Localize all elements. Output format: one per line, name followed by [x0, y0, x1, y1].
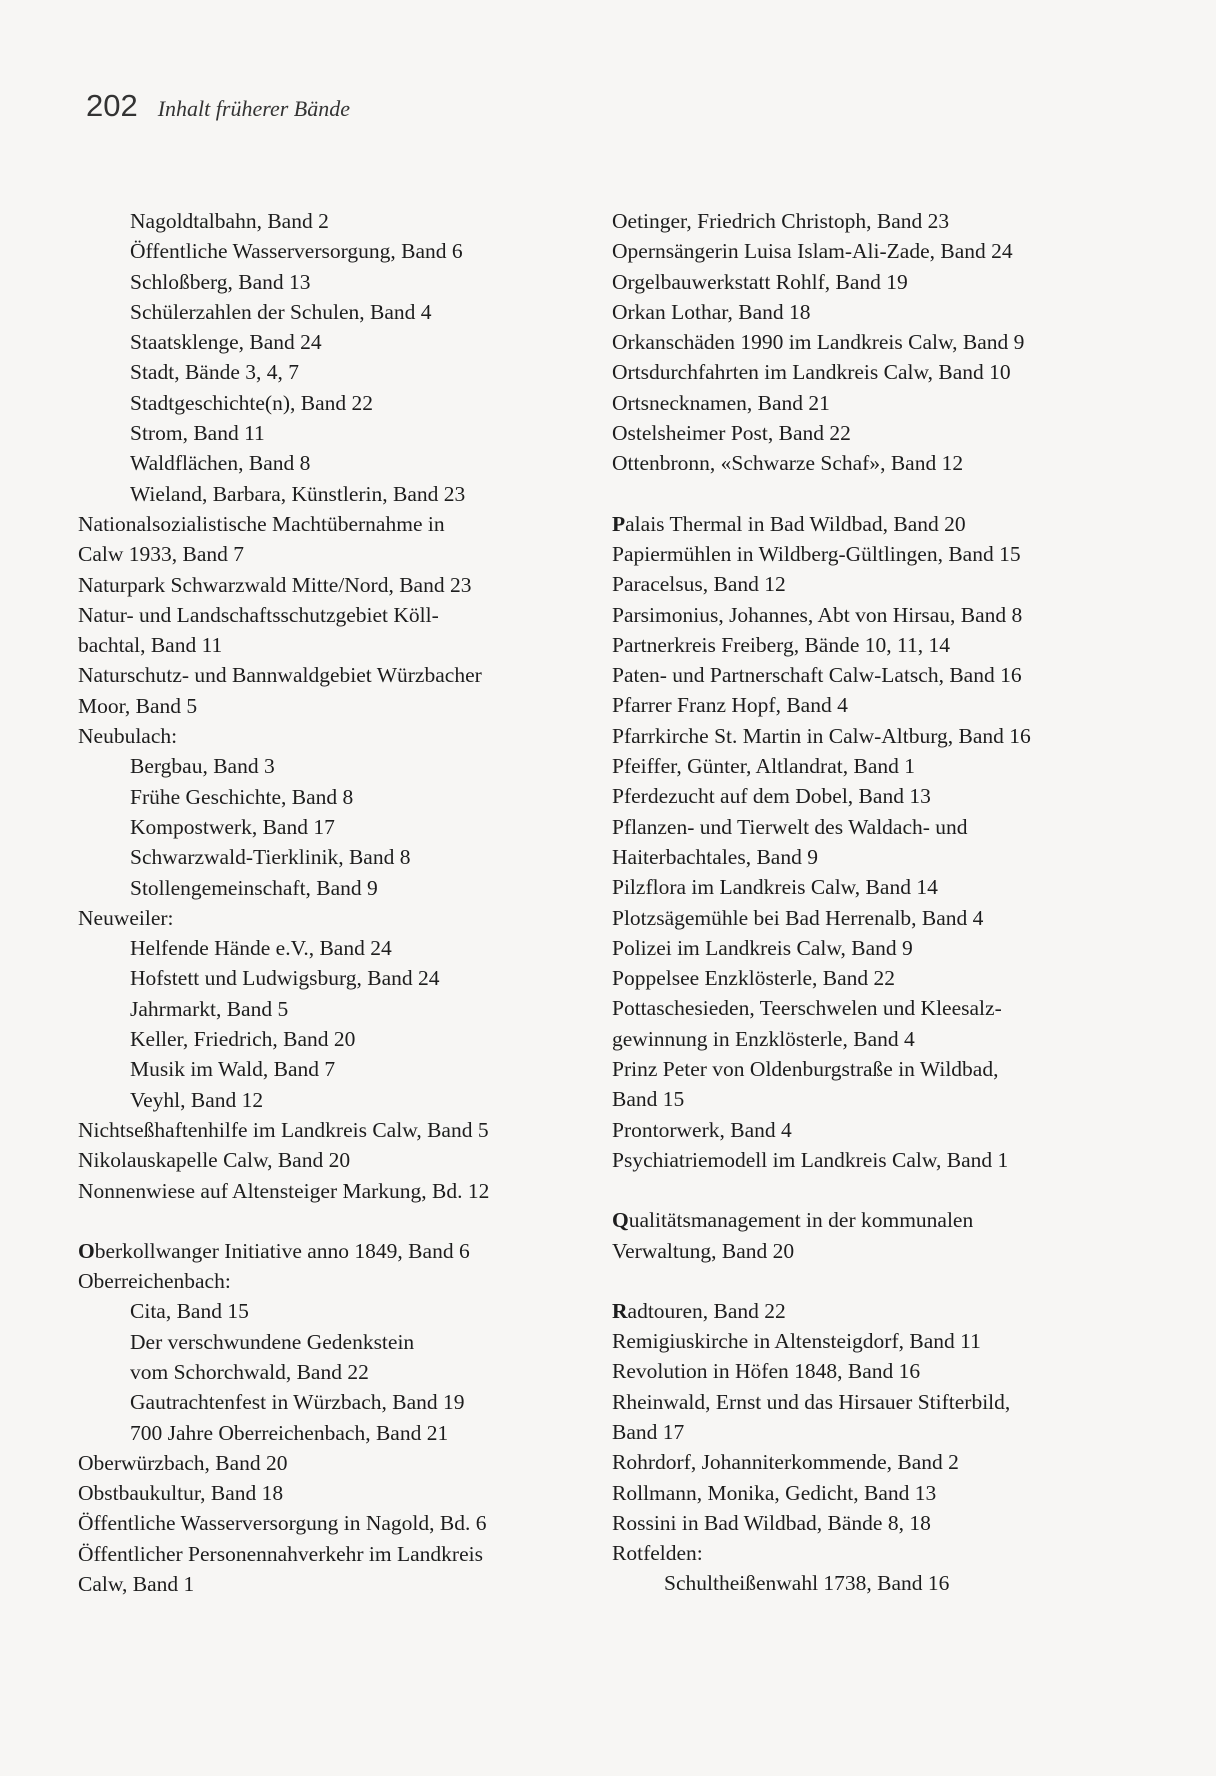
index-subentry: Bergbau, Band 3: [130, 754, 275, 779]
index-subentry: Der verschwundene Gedenkstein: [130, 1329, 415, 1354]
index-entry: Moor, Band 5: [78, 693, 198, 718]
index-entry: Rohrdorf, Johanniterkommende, Band 2: [612, 1450, 959, 1475]
index-entry: Pfeiffer, Günter, Altlandrat, Band 1: [612, 754, 915, 779]
index-subentry: Nagoldtalbahn, Band 2: [130, 209, 329, 233]
index-subentry: Wieland, Barbara, Künstlerin, Band 23: [130, 481, 466, 506]
index-entry: Naturschutz- und Bannwaldgebiet Würzbacher: [78, 663, 482, 688]
index-entry: Paracelsus, Band 12: [612, 572, 786, 597]
index-subentry: 700 Jahre Oberreichenbach, Band 21: [130, 1420, 449, 1445]
index-entry: Oberwürzbach, Band 20: [78, 1450, 288, 1475]
page-number: 202: [86, 88, 138, 123]
index-entry: Rollmann, Monika, Gedicht, Band 13: [612, 1480, 937, 1505]
section-gap: [78, 1206, 578, 1236]
index-entry: gewinnung in Enzklösterle, Band 4: [612, 1026, 915, 1051]
index-entry: Rheinwald, Ernst und das Hirsauer Stifterbild,: [612, 1389, 1011, 1414]
index-entry: Pilzflora im Landkreis Calw, Band 14: [612, 875, 938, 900]
index-subentry: Frühe Geschichte, Band 8: [130, 784, 354, 809]
section-gap: [612, 479, 1132, 509]
index-subentry: Hofstett und Ludwigsburg, Band 24: [130, 966, 440, 991]
index-entry: [78, 1236, 578, 1266]
index-entry: [612, 1205, 1132, 1235]
index-entry: Pfarrer Franz Hopf, Band 4: [612, 693, 848, 718]
section-gap: [612, 1175, 1132, 1205]
index-entry: Papiermühlen in Wildberg-Gültlingen, Band 15: [612, 541, 1021, 566]
index-entry: Ostelsheimer Post, Band 22: [612, 421, 851, 446]
index-entry-text: alais Thermal in Bad Wildbad, Band 20: [625, 511, 966, 536]
index-column-right: [612, 206, 1132, 1599]
index-subentry: Cita, Band 15: [130, 1299, 249, 1324]
index-entry: Plotzsägemühle bei Bad Herrenalb, Band 4: [612, 905, 984, 930]
index-entry: Obstbaukultur, Band 18: [78, 1481, 284, 1506]
index-entry: Nikolauskapelle Calw, Band 20: [78, 1148, 351, 1173]
index-entry: Calw, Band 1: [78, 1572, 195, 1597]
index-entry: Ortsdurchfahrten im Landkreis Calw, Band 10: [612, 360, 1011, 385]
index-entry: Polizei im Landkreis Calw, Band 9: [612, 935, 913, 960]
index-entry: Orkanschäden 1990 im Landkreis Calw, Band 9: [612, 330, 1025, 355]
index-subentry: Stollengemeinschaft, Band 9: [130, 875, 378, 900]
section-initial: P: [612, 511, 626, 536]
index-entry: Paten- und Partnerschaft Calw-Latsch, Band 16: [612, 663, 1022, 688]
index-entry: Natur- und Landschaftsschutzgebiet Köll-: [78, 602, 439, 627]
index-entry: Orgelbauwerkstatt Rohlf, Band 19: [612, 269, 908, 294]
index-subentry: vom Schorchwald, Band 22: [130, 1359, 369, 1384]
index-entry-text: ualitätsmanagement in der kommunalen: [628, 1208, 974, 1233]
index-entry: Haiterbachtales, Band 9: [612, 844, 818, 869]
index-entry: Nationalsozialistische Machtübernahme in: [78, 511, 445, 536]
index-entry: Rossini in Bad Wildbad, Bände 8, 18: [612, 1510, 931, 1535]
index-entry: Orkan Lothar, Band 18: [612, 299, 811, 324]
index-subentry: Stadtgeschichte(n), Band 22: [130, 390, 374, 415]
index-entry: Opernsängerin Luisa Islam-Ali-Zade, Band 24: [612, 239, 1013, 264]
index-entry: Verwaltung, Band 20: [612, 1238, 795, 1263]
index-entry: Neuweiler:: [78, 905, 174, 930]
index-entry: Oberreichenbach:: [78, 1269, 231, 1294]
index-entry: Ortsnecknamen, Band 21: [612, 390, 830, 415]
index-entry: Pottaschesieden, Teerschwelen und Kleesalz-: [612, 996, 1002, 1021]
index-entry: Band 17: [612, 1419, 685, 1444]
index-entry: bachtal, Band 11: [78, 633, 223, 658]
index-entry: [612, 509, 1132, 539]
index-entry: Ottenbronn, «Schwarze Schaf», Band 12: [612, 451, 964, 476]
index-entry: Nichtseßhaftenhilfe im Landkreis Calw, Band 5: [78, 1117, 489, 1142]
index-entry: Remigiuskirche in Altensteigdorf, Band 11: [612, 1329, 981, 1354]
index-entry: Öffentlicher Personennahverkehr im Landkreis: [78, 1541, 483, 1566]
index-entry: Prinz Peter von Oldenburgstraße in Wildbad,: [612, 1057, 999, 1082]
index-entry: Revolution in Höfen 1848, Band 16: [612, 1359, 921, 1384]
index-subentry: Öffentliche Wasserversorgung, Band 6: [130, 239, 463, 264]
section-initial: Q: [612, 1208, 629, 1233]
index-subentry: Schwarzwald-Tierklinik, Band 8: [130, 845, 411, 870]
index-subentry: Jahrmarkt, Band 5: [130, 996, 289, 1021]
index-column-left: [78, 206, 578, 1599]
index-subentry: Stadt, Bände 3, 4, 7: [130, 360, 299, 385]
index-entry: Pfarrkirche St. Martin in Calw-Altburg, Band 16: [612, 723, 1031, 748]
index-entry: Oetinger, Friedrich Christoph, Band 23: [612, 209, 950, 233]
index-entry: [612, 1296, 1132, 1326]
index-entry: Partnerkreis Freiberg, Bände 10, 11, 14: [612, 632, 950, 657]
index-subentry: Kompostwerk, Band 17: [130, 814, 335, 839]
section-initial: O: [78, 1238, 95, 1263]
index-subentry: Schultheißenwahl 1738, Band 16: [664, 1571, 950, 1596]
index-entry: Neubulach:: [78, 724, 178, 749]
page-header: [86, 88, 350, 124]
index-entry: Poppelsee Enzklösterle, Band 22: [612, 966, 896, 991]
index-entry: Pflanzen- und Tierwelt des Waldach- und: [612, 814, 968, 839]
index-subentry: Gautrachtenfest in Würzbach, Band 19: [130, 1390, 465, 1415]
index-entry: Pferdezucht auf dem Dobel, Band 13: [612, 784, 931, 809]
index-entry: Öffentliche Wasserversorgung in Nagold, Bd. 6: [78, 1511, 487, 1536]
index-entry: Parsimonius, Johannes, Abt von Hirsau, Band 8: [612, 602, 1023, 627]
index-subentry: Schülerzahlen der Schulen, Band 4: [130, 299, 432, 324]
index-entry: Naturpark Schwarzwald Mitte/Nord, Band 23: [78, 572, 472, 597]
index-entry-text: berkollwanger Initiative anno 1849, Band 6: [94, 1238, 470, 1263]
index-subentry: Strom, Band 11: [130, 421, 265, 446]
index-entry: Nonnenwiese auf Altensteiger Markung, Bd. 12: [78, 1178, 490, 1203]
section-initial: R: [612, 1298, 628, 1323]
index-subentry: Helfende Hände e.V., Band 24: [130, 936, 392, 961]
index-subentry: Schloßberg, Band 13: [130, 269, 311, 294]
index-entry: Prontorwerk, Band 4: [612, 1117, 792, 1142]
index-subentry: Staatsklenge, Band 24: [130, 330, 322, 355]
index-entry-text: adtouren, Band 22: [627, 1298, 786, 1323]
index-subentry: Musik im Wald, Band 7: [130, 1057, 336, 1082]
index-subentry: Waldflächen, Band 8: [130, 451, 311, 476]
section-gap: [612, 1266, 1132, 1296]
index-entry: Rotfelden:: [612, 1541, 703, 1566]
index-entry: Calw 1933, Band 7: [78, 542, 245, 567]
running-title: Inhalt früherer Bände: [157, 96, 350, 121]
index-entry: Psychiatriemodell im Landkreis Calw, Band 1: [612, 1147, 1009, 1172]
index-subentry: Veyhl, Band 12: [130, 1087, 264, 1112]
index-subentry: Keller, Friedrich, Band 20: [130, 1027, 356, 1052]
index-entry: Band 15: [612, 1087, 685, 1112]
